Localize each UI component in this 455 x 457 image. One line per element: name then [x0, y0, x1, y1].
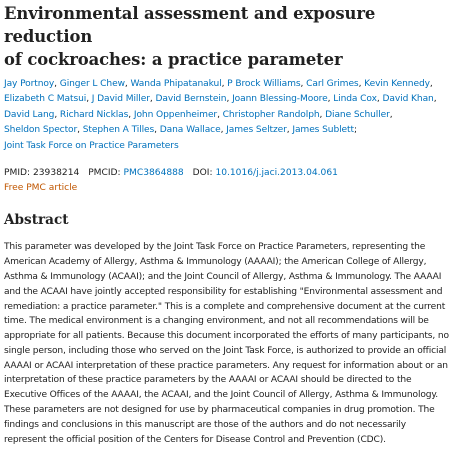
- author-link[interactable]: David Khan: [382, 94, 434, 105]
- author-separator: ,: [376, 94, 383, 105]
- author-separator: ,: [128, 109, 134, 120]
- author-link[interactable]: James Seltzer: [226, 125, 287, 136]
- abstract-text: This parameter was developed by the Joint Task Force on Practice Parameters, representing the American Academy of Allergy, Asthma & Immunology (AAAAI); the American College of Allergy, Asthma & Immunology (ACAAI); and the Joint Council of Allergy, Asthma & Immunology. The AAAAI and the ACAAI have jointly accepted responsibility for establishing "Environmental assessment and remediation: a practice parameter." This is a complete and comprehensive document at the current time. The medical environment is a changing environment, and not all recommendations will be appropriate for all patients. Because this document incorporated the efforts of many participants, no single person, including those who served on the Joint Task Force, is authorized to provide an official AAAAI or ACAAI interpretation of these practice parameters. Any request for information about or an interpretation of these practice parameters by the AAAAI or ACAAI should be directed to the Executive Offices of the AAAAI, the ACAAI, and the Joint Council of Allergy, Asthma & Immunology. These parameters are not designed for use by pharmaceutical companies in drug promotion. The findings and conclusions in this manuscript are those of the authors and do not necessarily represent the official position of the Centers for Disease Control and Prevention (CDC).: [4, 242, 449, 445]
- author-separator: ,: [154, 125, 160, 136]
- author-link[interactable]: Linda Cox: [333, 94, 377, 105]
- author-link[interactable]: Stephen A Tilles: [82, 125, 155, 136]
- free-pmc-article-badge: Free PMC article: [4, 183, 78, 194]
- author-separator: ,: [226, 94, 233, 105]
- author-link[interactable]: Sheldon Spector: [4, 125, 78, 136]
- author-separator: ,: [221, 79, 228, 89]
- author-link[interactable]: Dana Wallace: [159, 125, 221, 136]
- pmcid-label: PMCID:: [88, 168, 121, 179]
- author-separator: ,: [220, 125, 227, 136]
- doi-label: DOI:: [192, 168, 213, 179]
- author-separator: ,: [327, 94, 334, 105]
- author-link[interactable]: John Oppenheimer: [133, 109, 218, 120]
- author-separator: ,: [149, 94, 156, 105]
- author-link[interactable]: Elizabeth C Matsui: [4, 94, 87, 105]
- author-separator: ;: [353, 125, 357, 136]
- author-separator: ,: [319, 109, 326, 120]
- author-separator: ,: [389, 109, 393, 120]
- author-separator: ,: [54, 79, 60, 89]
- author-separator: ,: [217, 109, 223, 120]
- article-page: [4, 0, 451, 457]
- article-title-line-2: of cockroaches: a practice parameter: [4, 50, 343, 69]
- author-separator: ,: [124, 79, 131, 89]
- author-link[interactable]: Carl Grimes: [306, 79, 359, 89]
- collective-author-link[interactable]: Joint Task Force on Practice Parameters: [4, 140, 179, 151]
- pmid-value: 23938214: [32, 168, 80, 179]
- author-link[interactable]: Ginger L Chew: [59, 79, 125, 89]
- author-separator: ,: [429, 79, 433, 89]
- author-list: [4, 77, 451, 154]
- article-title-line-1: Environmental assessment and exposure reduction: [4, 4, 376, 46]
- author-separator: ,: [286, 125, 293, 136]
- author-separator: ,: [54, 109, 60, 120]
- pmid-label: PMID:: [4, 168, 31, 179]
- abstract-heading: Abstract: [4, 212, 69, 229]
- author-link[interactable]: Richard Nicklas: [59, 109, 129, 120]
- author-link[interactable]: Joann Blessing-Moore: [232, 94, 328, 105]
- article-identifiers: [4, 166, 451, 180]
- author-link[interactable]: Wanda Phipatanakul: [130, 79, 222, 89]
- author-separator: ,: [433, 94, 437, 105]
- author-separator: ,: [86, 94, 92, 105]
- author-separator: ,: [300, 79, 307, 89]
- author-link[interactable]: David Lang: [4, 109, 55, 120]
- pmcid-link[interactable]: PMC3864888: [123, 168, 184, 179]
- author-link[interactable]: David Bernstein: [155, 94, 227, 105]
- article-title: [4, 2, 451, 71]
- author-link[interactable]: J David Miller: [91, 94, 150, 105]
- author-link[interactable]: Kevin Kennedy: [364, 79, 430, 89]
- author-link[interactable]: P Brock Williams: [227, 79, 301, 89]
- author-separator: ,: [358, 79, 365, 89]
- author-link[interactable]: Christopher Randolph: [222, 109, 320, 120]
- author-link[interactable]: Diane Schuller: [325, 109, 390, 120]
- author-separator: ,: [77, 125, 83, 136]
- doi-link[interactable]: 10.1016/j.jaci.2013.04.061: [215, 168, 338, 179]
- author-link[interactable]: James Sublett: [292, 125, 354, 136]
- author-link[interactable]: Jay Portnoy: [4, 79, 55, 89]
